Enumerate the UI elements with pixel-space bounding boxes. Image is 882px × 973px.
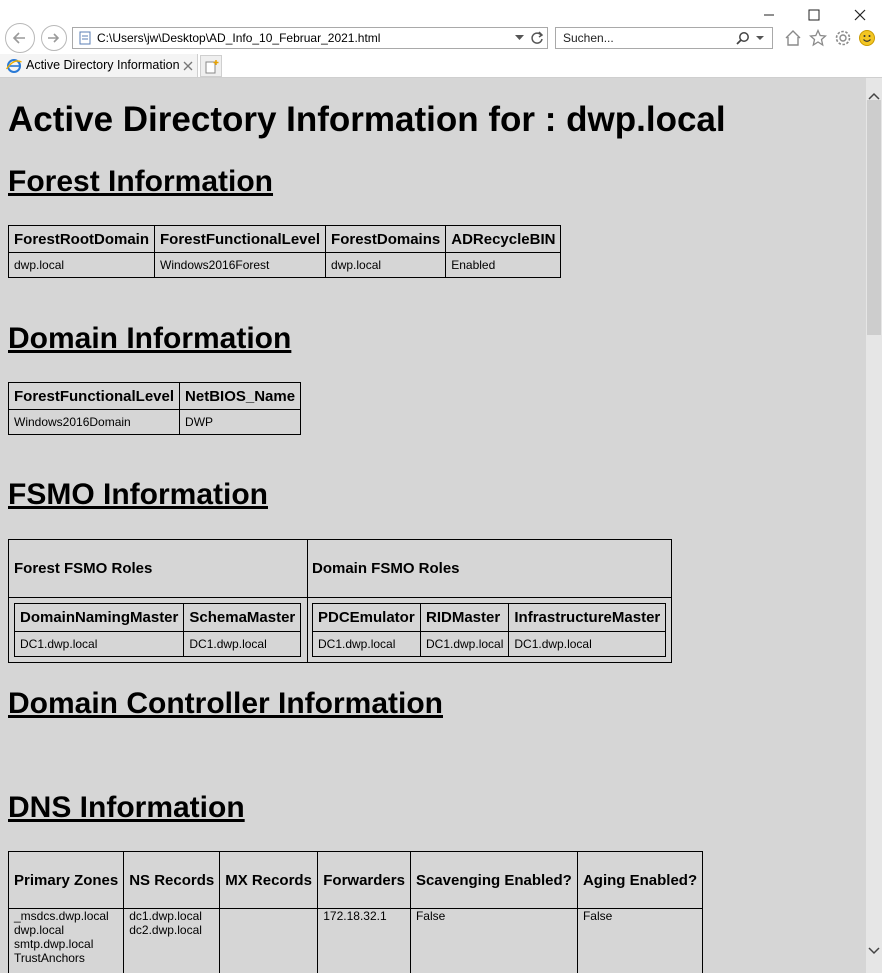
table-row [15,632,301,657]
table-header: NS Records [124,852,220,909]
minimize-icon [763,9,775,21]
table-header: SchemaMaster [184,604,301,632]
close-icon [854,9,866,21]
list-item: dwp.local [14,923,65,937]
table-cell: dwp.local [9,253,155,278]
fsmo-heading: FSMO Information [8,478,268,511]
table-header: Forwarders [318,852,411,909]
scroll-up-icon[interactable] [868,92,880,100]
tab-active-directory[interactable] [0,54,198,78]
gear-icon [834,29,852,47]
favorites-button[interactable] [808,28,828,48]
address-text: C:\Users\jw\Desktop\AD_Info_10_Februar_2021.html [97,31,381,45]
table-header: ForestDomains [326,226,446,253]
forest-heading: Forest Information [8,165,274,198]
table-cell: Windows2016Forest [155,253,326,278]
maximize-button[interactable] [791,4,837,26]
settings-button[interactable] [833,28,853,48]
dc-heading: Domain Controller Information [8,687,443,720]
dns-heading: DNS Information [8,791,245,824]
scavenging-cell: False [410,909,577,973]
table-header-row [313,604,666,632]
dns-table [8,851,703,973]
fsmo-row-divider [9,597,671,598]
page-content [0,78,866,973]
table-header: ForestFunctionalLevel [155,226,326,253]
search-icon[interactable] [736,31,750,45]
list-item: _msdcs.dwp.local [14,909,109,923]
table-cell: DC1.dwp.local [15,632,184,657]
list-item: dc1.dwp.local [129,909,202,923]
table-row [313,632,666,657]
table-header: ADRecycleBIN [446,226,561,253]
table-cell: Windows2016Domain [9,410,180,435]
forward-button[interactable] [41,25,67,51]
refresh-icon[interactable] [530,31,544,45]
scroll-thumb[interactable] [867,100,881,335]
vertical-scrollbar[interactable] [866,78,882,973]
table-header: Scavenging Enabled? [410,852,577,909]
chevron-down-icon[interactable] [756,36,764,41]
table-header: DomainNamingMaster [15,604,184,632]
list-item: TrustAnchors [14,951,85,965]
table-row [9,909,703,973]
table-cell: DC1.dwp.local [421,632,509,657]
table-header-row [9,383,301,410]
table-header-row [9,226,561,253]
table-header-row [9,852,703,909]
browser-chrome [0,0,882,78]
forest-table [8,225,561,278]
table-cell: DC1.dwp.local [509,632,666,657]
primary-zones-cell [9,909,124,973]
star-icon [809,29,827,47]
page-icon [78,31,92,45]
table-header: InfrastructureMaster [509,604,666,632]
table-header: MX Records [220,852,318,909]
scroll-down-icon[interactable] [868,947,880,955]
table-header: ForestFunctionalLevel [9,383,180,410]
forest-fsmo-label: Forest FSMO Roles [14,560,153,577]
new-tab-button[interactable] [200,55,222,77]
address-bar[interactable] [72,27,548,49]
chevron-down-icon[interactable] [515,35,524,41]
domain-fsmo-label: Domain FSMO Roles [312,560,460,577]
fsmo-table [8,539,672,663]
home-button[interactable] [783,28,803,48]
table-header-row [15,604,301,632]
table-cell: DC1.dwp.local [184,632,301,657]
close-window-button[interactable] [837,4,882,26]
new-tab-icon [204,59,219,74]
aging-cell: False [577,909,702,973]
table-row [9,253,561,278]
fsmo-divider [307,540,308,662]
search-box[interactable] [555,27,773,49]
list-item: smtp.dwp.local [14,937,94,951]
ie-icon [6,58,22,74]
table-row [9,410,301,435]
domain-fsmo-table [312,603,666,657]
table-cell: DC1.dwp.local [313,632,421,657]
table-header: NetBIOS_Name [180,383,301,410]
table-header: PDCEmulator [313,604,421,632]
table-header: Aging Enabled? [577,852,702,909]
maximize-icon [808,9,820,21]
domain-table [8,382,301,435]
close-tab-icon[interactable] [183,61,193,71]
table-cell: dwp.local [326,253,446,278]
table-header: ForestRootDomain [9,226,155,253]
mx-records-cell [220,909,318,973]
tab-title: Active Directory Information [26,58,180,72]
feedback-button[interactable] [857,28,877,48]
domain-heading: Domain Information [8,322,292,355]
ns-records-cell [124,909,220,973]
back-button[interactable] [5,23,35,53]
list-item: dc2.dwp.local [129,923,202,937]
home-icon [784,29,802,47]
table-header: RIDMaster [421,604,509,632]
smiley-icon [858,29,876,47]
table-header: Primary Zones [9,852,124,909]
table-cell: DWP [180,410,301,435]
search-placeholder: Suchen... [563,31,614,45]
forwarders-cell: 172.18.32.1 [318,909,411,973]
arrow-left-icon [11,29,29,47]
minimize-button[interactable] [746,4,792,26]
forest-fsmo-table [14,603,301,657]
table-cell: Enabled [446,253,561,278]
page-title: Active Directory Information for : dwp.local [8,100,726,139]
arrow-right-icon [46,30,62,46]
